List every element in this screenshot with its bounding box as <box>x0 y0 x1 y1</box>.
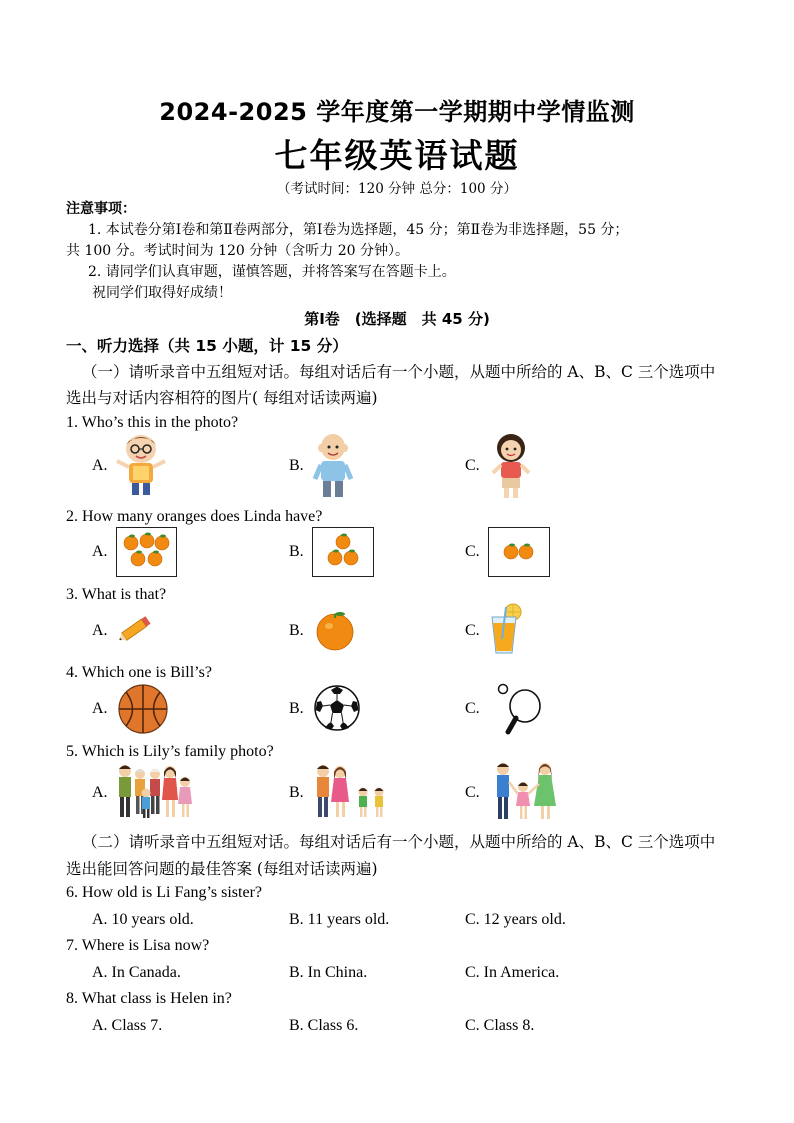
three-oranges-icon <box>312 527 374 577</box>
question-7: 7. Where is Lisa now? <box>66 937 210 954</box>
q4-option-c-label: C. <box>465 700 480 717</box>
q5-option-c-label: C. <box>465 784 480 801</box>
question-8: 8. What class is Helen in? <box>66 990 232 1007</box>
orange-icon <box>313 609 357 651</box>
q5-option-b-label: B. <box>289 784 304 801</box>
instruction-2a: （二）请听录音中五组短对话。每组对话后有一个小题，从题中所给的 A、B、C 三个选项中 <box>82 833 716 851</box>
notice-item-1b: 共 100 分。考试时间为 120 分钟（含听力 20 分钟）。 <box>66 243 409 259</box>
q7-option-c: C. In America. <box>465 964 560 981</box>
q2-option-b-label: B. <box>289 543 304 560</box>
q8-option-a: A. Class 7. <box>92 1017 163 1034</box>
q8-option-c: C. Class 8. <box>465 1017 535 1034</box>
q7-option-b: B. In China. <box>289 964 368 981</box>
soccer-ball-icon <box>313 684 361 732</box>
two-oranges-icon <box>488 527 550 577</box>
q1-option-a-label: A. <box>92 457 108 474</box>
notice-item-2: 2. 请同学们认真审题，谨慎答题，并将答案写在答题卡上。 <box>88 264 456 280</box>
family-of-six-icon <box>113 762 195 820</box>
instruction-2b: 选出能回答问题的最佳答案 (每组对话读两遍) <box>66 860 378 878</box>
juice-glass-icon <box>488 603 524 655</box>
question-6: 6. How old is Li Fang’s sister? <box>66 884 262 901</box>
q2-option-a-label: A. <box>92 543 108 560</box>
exam-info: （考试时间：120 分钟 总分：100 分） <box>277 181 517 197</box>
family-of-four-icon <box>312 762 392 820</box>
instruction-1a: （一）请听录音中五组短对话。每组对话后有一个小题，从题中所给的 A、B、C 三个选项中 <box>82 363 716 381</box>
q1-option-c-label: C. <box>465 457 480 474</box>
q5-option-a-label: A. <box>92 784 108 801</box>
q3-option-b-label: B. <box>289 622 304 639</box>
part1-title: 第Ⅰ卷 (选择题 共 45 分) <box>304 310 490 328</box>
boy-with-glasses-icon <box>113 433 169 499</box>
q6-option-c: C. 12 years old. <box>465 911 566 928</box>
question-1: 1. Who’s this in the photo? <box>66 414 239 431</box>
notice-heading: 注意事项： <box>66 201 136 217</box>
old-man-icon <box>311 433 355 501</box>
section-title: 一、听力选择（共 15 小题，计 15 分） <box>66 337 348 355</box>
q4-option-b-label: B. <box>289 700 304 717</box>
question-4: 4. Which one is Bill’s? <box>66 664 212 681</box>
q6-option-b: B. 11 years old. <box>289 911 390 928</box>
five-oranges-icon <box>116 527 177 577</box>
q3-option-c-label: C. <box>465 622 480 639</box>
question-5: 5. Which is Lily’s family photo? <box>66 743 274 760</box>
q3-option-a-label: A. <box>92 622 108 639</box>
girl-icon <box>488 433 534 501</box>
exam-subtitle: 七年级英语试题 <box>274 136 520 175</box>
q7-option-a: A. In Canada. <box>92 964 181 981</box>
exam-title: 2024-2025 学年度第一学期期中学情监测 <box>159 98 635 126</box>
family-of-three-icon <box>490 760 562 822</box>
ping-pong-paddle-icon <box>494 682 544 736</box>
instruction-1b: 选出与对话内容相符的图片( 每组对话读两遍) <box>66 389 378 407</box>
notice-wish: 祝同学们取得好成绩！ <box>92 285 232 301</box>
q4-option-a-label: A. <box>92 700 108 717</box>
q8-option-b: B. Class 6. <box>289 1017 359 1034</box>
question-3: 3. What is that? <box>66 586 167 603</box>
pencil-icon <box>116 612 156 646</box>
q2-option-c-label: C. <box>465 543 480 560</box>
basketball-icon <box>117 683 169 735</box>
notice-item-1a: 1. 本试卷分第Ⅰ卷和第Ⅱ卷两部分，第Ⅰ卷为选择题，45 分；第Ⅱ卷为非选择题，55 分； <box>88 222 629 238</box>
question-2: 2. How many oranges does Linda have? <box>66 508 323 525</box>
q1-option-b-label: B. <box>289 457 304 474</box>
q6-option-a: A. 10 years old. <box>92 911 194 928</box>
